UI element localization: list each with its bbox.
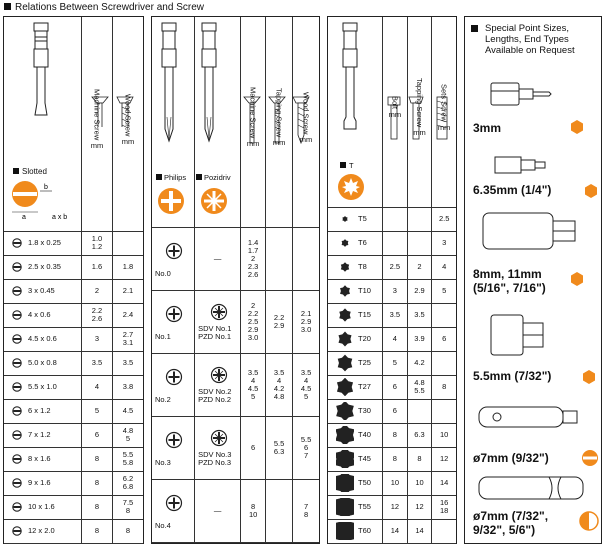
table-cell: 5 xyxy=(82,399,113,423)
table-cell xyxy=(4,471,82,495)
pozidriv-label: — xyxy=(213,505,222,515)
phillips-table: Machine Screw mm Tapping Screw mm Wood Screw mm No.0 — 1.4 1.7 2 2.3 2.6 No.1 SDV No.1 PZD No.1 2 2.2 2.5 2.9 3.0 2.2 2.9 2.1 2.9 3.0 No.2 SDV No.2 PZD No.2 3.5 4 4.5 5 3.5 4 4.2 4.8 3.5 4 4.5 5 No.3 SDV No.3 PZD No.3 6 5.5 6.3 5.5 6 7 No.4 — 8 10 7 8 xyxy=(152,17,319,543)
size-label: T5 xyxy=(358,213,367,223)
pozidriv-label: SDV No.1 PZD No.1 xyxy=(198,323,232,341)
bullet-square-icon xyxy=(471,25,478,32)
table-row xyxy=(4,375,143,399)
torx-star-icon xyxy=(336,450,354,468)
table-cell: 3.8 xyxy=(113,375,144,399)
table-row xyxy=(328,423,456,447)
table-cell: 3.5 xyxy=(82,351,113,375)
size-label: T15 xyxy=(358,309,371,319)
table-row xyxy=(152,416,319,479)
size-label: T60 xyxy=(358,525,371,535)
torx-star-icon xyxy=(336,306,354,324)
table-cell: 14 xyxy=(407,519,432,543)
torx-star-icon xyxy=(336,234,354,252)
table-cell: 14 xyxy=(383,519,408,543)
col-machine-screw: Machine Screw xyxy=(92,89,102,141)
table-cell: 4.2 xyxy=(407,351,432,375)
table-cell: 2.5 xyxy=(432,207,456,231)
size-label: T30 xyxy=(358,405,371,415)
slotted-head-icon xyxy=(12,262,22,272)
table-cell xyxy=(328,279,383,303)
table-row xyxy=(328,327,456,351)
phillips-head-icon xyxy=(165,305,183,323)
table-cell: 4 xyxy=(82,375,113,399)
table-cell xyxy=(152,290,195,353)
special-item-label: 8mm, 11mm (5/16", 7/16") xyxy=(473,267,546,295)
table-cell xyxy=(432,351,456,375)
special-item-label: 5.5mm (7/32") xyxy=(473,369,552,383)
table-row xyxy=(4,303,143,327)
phillips-head-icon xyxy=(165,368,183,386)
table-cell: 8 xyxy=(432,375,456,399)
size-label: 12 x 2.0 xyxy=(28,525,55,535)
table-row xyxy=(4,351,143,375)
size-label: 9 x 1.6 xyxy=(28,477,51,487)
table-row xyxy=(328,447,456,471)
table-cell xyxy=(4,279,82,303)
table-cell: 2 xyxy=(407,255,432,279)
table-cell xyxy=(195,353,241,416)
table-cell xyxy=(383,207,408,231)
table-cell xyxy=(328,231,383,255)
slotted-head-icon xyxy=(12,238,22,248)
table-row xyxy=(4,471,143,495)
table-cell xyxy=(4,231,82,255)
size-label: 10 x 1.6 xyxy=(28,501,55,511)
table-cell: 1.0 1.2 xyxy=(82,231,113,255)
table-cell xyxy=(432,399,456,423)
hex-icon xyxy=(569,119,585,135)
table-cell xyxy=(4,423,82,447)
torx-star-icon xyxy=(336,330,354,348)
slotted-circle-icon xyxy=(581,449,599,467)
table-cell: 2 xyxy=(82,279,113,303)
size-label: T10 xyxy=(358,285,371,295)
table-cell: 5 xyxy=(432,279,456,303)
torx-star-icon xyxy=(336,210,354,228)
table-cell: 1.8 xyxy=(113,255,144,279)
special-item-label: ø7mm (7/32", 9/32", 5/6") xyxy=(473,509,549,537)
table-row xyxy=(328,375,456,399)
pozidriv-head-icon xyxy=(210,303,228,321)
bit-7mm-slotted-icon xyxy=(465,397,603,437)
special-item-label: ø7mm (9/32") xyxy=(473,451,549,465)
table-cell: 1.6 xyxy=(82,255,113,279)
size-label: 8 x 1.6 xyxy=(28,453,51,463)
torx-star-icon xyxy=(336,402,354,420)
pozidriv-label: — xyxy=(213,253,222,263)
bit-5.5mm-icon xyxy=(465,307,603,367)
pozidriv-head-icon xyxy=(210,366,228,384)
table-row xyxy=(152,227,319,290)
table-cell: 8 xyxy=(82,495,113,519)
torx-star-icon xyxy=(336,258,354,276)
size-label: T27 xyxy=(358,381,371,391)
table-cell xyxy=(4,495,82,519)
table-cell: 16 18 xyxy=(432,495,456,519)
table-row xyxy=(328,519,456,543)
table-cell xyxy=(328,207,383,231)
table-cell: 6 xyxy=(383,375,408,399)
table-cell: 3 xyxy=(432,231,456,255)
size-label: No.3 xyxy=(155,457,171,467)
half-circle-icon xyxy=(579,511,599,531)
table-row xyxy=(152,353,319,416)
size-label: T6 xyxy=(358,237,367,247)
size-label: T8 xyxy=(358,261,367,271)
table-cell xyxy=(328,447,383,471)
pozidriv-label: SDV No.2 PZD No.2 xyxy=(198,386,232,404)
table-cell: 6.2 6.8 xyxy=(113,471,144,495)
size-label: No.1 xyxy=(155,331,171,341)
bit-7mm-flat-icon xyxy=(465,469,603,509)
col-sets-screw: Sets Screw xyxy=(439,83,449,122)
table-cell xyxy=(328,351,383,375)
phillips-head-icon xyxy=(165,431,183,449)
table-cell: 2.2 2.9 xyxy=(266,290,293,353)
table-cell xyxy=(4,375,82,399)
table-cell: 3.5 xyxy=(113,351,144,375)
table-cell xyxy=(432,303,456,327)
table-cell: 8 xyxy=(113,519,144,543)
table-row xyxy=(4,423,143,447)
table-cell xyxy=(407,207,432,231)
formula-text: a x b xyxy=(52,214,68,219)
table-cell xyxy=(328,303,383,327)
col-machine-screw: Machine Screw xyxy=(248,87,258,139)
table-cell: 3.9 xyxy=(407,327,432,351)
table-cell: 3 xyxy=(383,279,408,303)
formula-a-text: a xyxy=(22,214,26,219)
slotted-head-icon xyxy=(12,382,22,392)
table-row xyxy=(328,399,456,423)
table-cell xyxy=(195,416,241,479)
table-cell: 6 xyxy=(82,423,113,447)
slotted-head-icon xyxy=(12,478,22,488)
table-cell xyxy=(407,231,432,255)
slotted-head-icon xyxy=(12,286,22,296)
slotted-head-icon xyxy=(12,406,22,416)
table-row xyxy=(4,399,143,423)
bit-8mm-icon xyxy=(465,207,603,261)
size-label: 7 x 1.2 xyxy=(28,429,51,439)
table-cell: 7.5 8 xyxy=(113,495,144,519)
size-label: 5.5 x 1.0 xyxy=(28,381,57,391)
table-cell: 3.5 4 4.5 5 xyxy=(241,353,266,416)
col-bolt: Bolt xyxy=(390,96,400,110)
table-cell xyxy=(4,255,82,279)
torx-star-icon xyxy=(336,378,354,396)
table-cell: 8 xyxy=(82,447,113,471)
table-cell xyxy=(4,447,82,471)
table-row xyxy=(4,519,143,543)
table-cell xyxy=(4,303,82,327)
table-cell: 10 xyxy=(432,423,456,447)
table-cell: 2 2.2 2.5 2.9 3.0 xyxy=(241,290,266,353)
table-cell: 4.5 xyxy=(113,399,144,423)
table-cell: 4 xyxy=(432,255,456,279)
table-cell: 14 xyxy=(432,471,456,495)
table-cell: 8 xyxy=(407,447,432,471)
table-row xyxy=(4,255,143,279)
table-cell: 3.5 xyxy=(383,303,408,327)
table-cell xyxy=(152,353,195,416)
table-cell: 6 xyxy=(241,416,266,479)
table-row xyxy=(328,495,456,519)
table-cell: 2.2 2.6 xyxy=(82,303,113,327)
table-cell: 4.8 5 xyxy=(113,423,144,447)
size-label: 3 x 0.45 xyxy=(28,285,55,295)
torx-star-icon xyxy=(336,498,354,516)
table-cell: 8 xyxy=(383,423,408,447)
size-label: 1.8 x 0.25 xyxy=(28,237,61,247)
table-cell: 5.5 6 7 xyxy=(293,416,319,479)
table-cell: 2.7 3.1 xyxy=(113,327,144,351)
table-row xyxy=(4,495,143,519)
table-row xyxy=(152,290,319,353)
phillips-head-icon xyxy=(165,242,183,260)
table-cell xyxy=(195,227,241,290)
phillips-head-icon xyxy=(165,494,183,512)
table-cell: 5.5 5.8 xyxy=(113,447,144,471)
special-item-label: 6.35mm (1/4") xyxy=(473,183,552,197)
torx-star-icon xyxy=(336,522,354,540)
table-cell xyxy=(407,399,432,423)
table-cell: 3.5 4 4.2 4.8 xyxy=(266,353,293,416)
table-cell: 3.5 4 4.5 5 xyxy=(293,353,319,416)
size-label: T45 xyxy=(358,453,371,463)
table-cell: 12 xyxy=(383,495,408,519)
torx-star-icon xyxy=(336,282,354,300)
slotted-head-icon xyxy=(12,334,22,344)
size-label: T40 xyxy=(358,429,371,439)
hex-icon xyxy=(581,369,597,385)
table-cell xyxy=(152,227,195,290)
table-row xyxy=(328,351,456,375)
hex-icon xyxy=(583,183,599,199)
table-row xyxy=(328,231,456,255)
table-cell: 12 xyxy=(407,495,432,519)
table-cell xyxy=(328,375,383,399)
table-cell xyxy=(4,327,82,351)
phillips-panel: Philips Pozidriv Machine Screw mm Tapping Screw mm Wood Screw mm No.0 — 1.4 1.7 2 2.3 2.6 No.1 SDV No.1 PZD No.1 2 2.2 2.5 2.9 3.0 2.2 2.9 2.1 2.9 3.0 No.2 SDV No.2 PZD No.2 3.5 4 4.5 5 3.5 4 4.2 4.8 3.5 4 4.5 5 No.3 SDV No.3 PZD No.3 6 5.5 6.3 5.5 6 7 No.4 — 8 10 7 8 xyxy=(151,16,320,544)
table-cell xyxy=(328,255,383,279)
col-tapping-screw: Tapping Screw xyxy=(274,88,284,138)
slotted-head-icon xyxy=(12,526,22,536)
table-cell xyxy=(4,399,82,423)
table-cell: 8 xyxy=(383,447,408,471)
table-row xyxy=(328,207,456,231)
table-cell: 2.4 xyxy=(113,303,144,327)
bullet-square-icon xyxy=(4,3,11,10)
table-cell: 12 xyxy=(432,447,456,471)
table-cell xyxy=(293,227,319,290)
table-cell: 5 xyxy=(383,351,408,375)
slotted-panel: Slotted b a a x b Machine Screw mm Wood Screw mm 1.8 x 0.25 1.0 1.2 2.5 x 0.35 1.6 1.8 3 x 0.45 2 2.1 4 x 0.6 2.2 2.6 2.4 4.5 x 0.6 3 2.7 3.1 5.0 x 0.8 3.5 3.5 5.5 x 1.0 4 3.8 6 x 1.2 5 4.5 7 x 1.2 6 4.8 5 8 x 1.6 8 5.5 5.8 9 x 1.6 8 6.2 6.8 10 x 1.6 8 7.5 8 12 x 2.0 8 8 xyxy=(3,16,144,544)
table-cell: 3 xyxy=(82,327,113,351)
table-cell xyxy=(152,479,195,542)
torx-star-icon xyxy=(336,426,354,444)
pozidriv-label: SDV No.3 PZD No.3 xyxy=(198,449,232,467)
size-label: No.0 xyxy=(155,268,171,278)
table-cell xyxy=(328,471,383,495)
table-row xyxy=(152,479,319,542)
size-label: 4 x 0.6 xyxy=(28,309,51,319)
table-cell: 2.9 xyxy=(407,279,432,303)
slotted-table: Machine Screw mm Wood Screw mm 1.8 x 0.25 1.0 1.2 2.5 x 0.35 1.6 1.8 3 x 0.45 2 2.1 4 x 0.6 2.2 2.6 2.4 4.5 x 0.6 3 2.7 3.1 5.0 x 0.8 3.5 3.5 5.5 x 1.0 4 3.8 6 x 1.2 5 4.5 7 x 1.2 6 4.8 5 8 x 1.6 8 5.5 5.8 9 x 1.6 8 6.2 6.8 10 x 1.6 8 7.5 8 12 x 2.0 8 8 xyxy=(4,17,143,544)
slotted-head-icon xyxy=(12,358,22,368)
table-cell: 8 xyxy=(82,471,113,495)
table-cell xyxy=(266,479,293,542)
pozidriv-head-icon xyxy=(210,429,228,447)
col-wood-screw: Wood Screw xyxy=(123,93,133,136)
size-label: T25 xyxy=(358,357,371,367)
size-label: No.4 xyxy=(155,520,171,530)
table-cell: 10 xyxy=(407,471,432,495)
table-cell: 8 10 xyxy=(241,479,266,542)
table-cell: 3.5 xyxy=(407,303,432,327)
table-cell xyxy=(195,290,241,353)
table-row xyxy=(4,447,143,471)
table-row xyxy=(328,303,456,327)
size-label: 4.5 x 0.6 xyxy=(28,333,57,343)
special-heading: Special Point Sizes, Lengths, End Types Available on Request xyxy=(485,23,575,56)
table-cell xyxy=(195,479,241,542)
table-row xyxy=(4,279,143,303)
table-cell: 4 xyxy=(383,327,408,351)
table-cell: 7 8 xyxy=(293,479,319,542)
size-label: No.2 xyxy=(155,394,171,404)
size-label: T50 xyxy=(358,477,371,487)
slotted-head-icon xyxy=(12,310,22,320)
table-cell xyxy=(4,519,82,543)
torx-star-icon xyxy=(336,354,354,372)
col-tapping-screw: Tapping Screw xyxy=(415,78,425,128)
torx-panel: T Bolt mm Tapping Screw mm Sets Screw mm T5 2.5 T6 3 T8 2.5 2 4 T10 3 2.9 5 T15 3.5 3.5 T20 4 3.9 6 T25 5 4.2 T27 6 4.8 5.5 8 T30 6 T40 8 6.3 10 T45 8 8 12 T50 10 10 14 T55 12 12 16 18 T60 14 14 xyxy=(327,16,457,544)
slotted-head-icon xyxy=(12,454,22,464)
table-cell xyxy=(383,231,408,255)
size-label: 5.0 x 0.8 xyxy=(28,357,57,367)
table-cell xyxy=(266,227,293,290)
formula-b-text: b xyxy=(44,184,48,191)
size-label: 6 x 1.2 xyxy=(28,405,51,415)
table-cell: 2.1 xyxy=(113,279,144,303)
page-title: Relations Between Screwdriver and Screw xyxy=(4,2,204,14)
special-item-label: 3mm xyxy=(473,121,502,135)
table-row xyxy=(328,279,456,303)
table-cell: 2.5 xyxy=(383,255,408,279)
slotted-head-icon xyxy=(12,502,22,512)
table-cell xyxy=(328,399,383,423)
table-cell xyxy=(328,495,383,519)
table-cell: 2.1 2.9 3.0 xyxy=(293,290,319,353)
table-cell: 6.3 xyxy=(407,423,432,447)
table-cell: 5.5 6.3 xyxy=(266,416,293,479)
table-cell: 6 xyxy=(432,327,456,351)
table-cell: 1.4 1.7 2 2.3 2.6 xyxy=(241,227,266,290)
hex-icon xyxy=(569,271,585,287)
torx-star-icon xyxy=(336,474,354,492)
table-row xyxy=(328,255,456,279)
table-cell xyxy=(432,519,456,543)
torx-table: Bolt mm Tapping Screw mm Sets Screw mm T5 2.5 T6 3 T8 2.5 2 4 T10 3 2.9 5 T15 3.5 3.5 T20 4 3.9 6 T25 5 4.2 T27 6 4.8 5.5 8 T30 6 T40 8 6.3 10 T45 8 8 12 T50 10 10 14 T55 12 12 16 18 T60 14 14 xyxy=(328,17,456,544)
slotted-head-icon xyxy=(12,430,22,440)
table-cell: 4.8 5.5 xyxy=(407,375,432,399)
table-cell: 6 xyxy=(383,399,408,423)
table-cell xyxy=(113,231,144,255)
table-cell xyxy=(328,423,383,447)
table-cell xyxy=(328,327,383,351)
table-cell: 10 xyxy=(383,471,408,495)
table-row xyxy=(4,231,143,255)
table-row xyxy=(4,327,143,351)
special-panel xyxy=(464,16,602,544)
size-label: T20 xyxy=(358,333,371,343)
table-cell xyxy=(328,519,383,543)
size-label: T55 xyxy=(358,501,371,511)
size-label: 2.5 x 0.35 xyxy=(28,261,61,271)
table-cell xyxy=(152,416,195,479)
table-cell xyxy=(4,351,82,375)
table-cell: 8 xyxy=(82,519,113,543)
col-wood-screw: Wood Screw xyxy=(301,91,311,134)
table-row xyxy=(328,471,456,495)
